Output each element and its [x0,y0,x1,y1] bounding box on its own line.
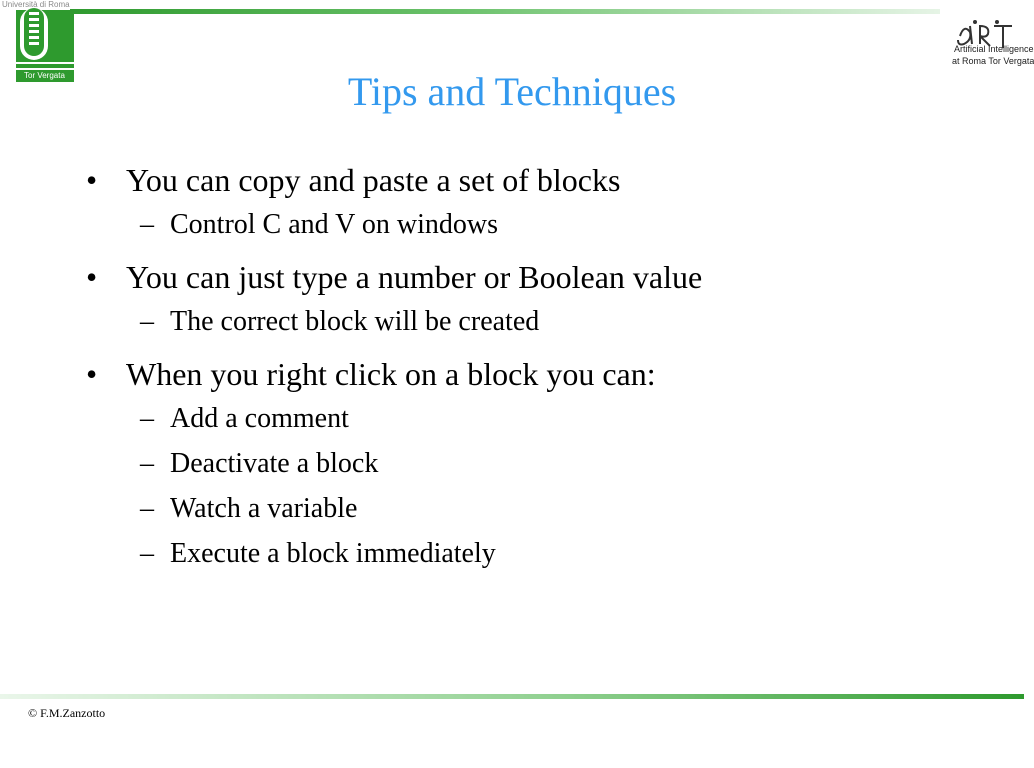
art-logo-line2: at Roma Tor Vergata [952,56,1034,66]
footer-copyright: © F.M.Zanzotto [28,706,106,720]
sub-mark: – [140,209,154,240]
bullet-mark: • [86,162,98,198]
top-decorative-bar [70,9,940,14]
sub-text: Watch a variable [170,493,358,524]
sub-item [84,486,984,531]
bullet-item [84,158,984,202]
sub-mark: – [140,448,154,479]
university-caption: Università di Roma [2,0,70,9]
sub-text: Control C and V on windows [170,209,498,240]
sub-item [84,396,984,441]
bullet-text: When you right click on a block you can: [126,356,656,392]
bullet-mark: • [86,259,98,295]
sub-item [84,441,984,486]
sub-mark: – [140,493,154,524]
sub-mark: – [140,403,154,434]
sub-mark: – [140,306,154,337]
bottom-decorative-bar [0,694,1024,699]
bullet-mark: • [86,356,98,392]
slide-title: Tips and Techniques [347,69,677,114]
sub-text: Add a comment [170,403,349,434]
sub-item [84,202,984,247]
slide-content [84,158,984,576]
sub-text: Execute a block immediately [170,538,496,569]
sub-text: The correct block will be created [170,306,540,337]
bullet-text: You can copy and paste a set of blocks [126,162,621,198]
bullet-item [84,352,984,396]
sub-item [84,531,984,576]
sub-item [84,299,984,344]
sub-mark: – [140,538,154,569]
sub-text: Deactivate a block [170,448,379,479]
art-logo-line1: Artificial Intelligence [954,44,1034,54]
bullet-item [84,255,984,299]
bullet-text: You can just type a number or Boolean value [126,259,703,295]
university-name: Tor Vergata [24,71,65,80]
